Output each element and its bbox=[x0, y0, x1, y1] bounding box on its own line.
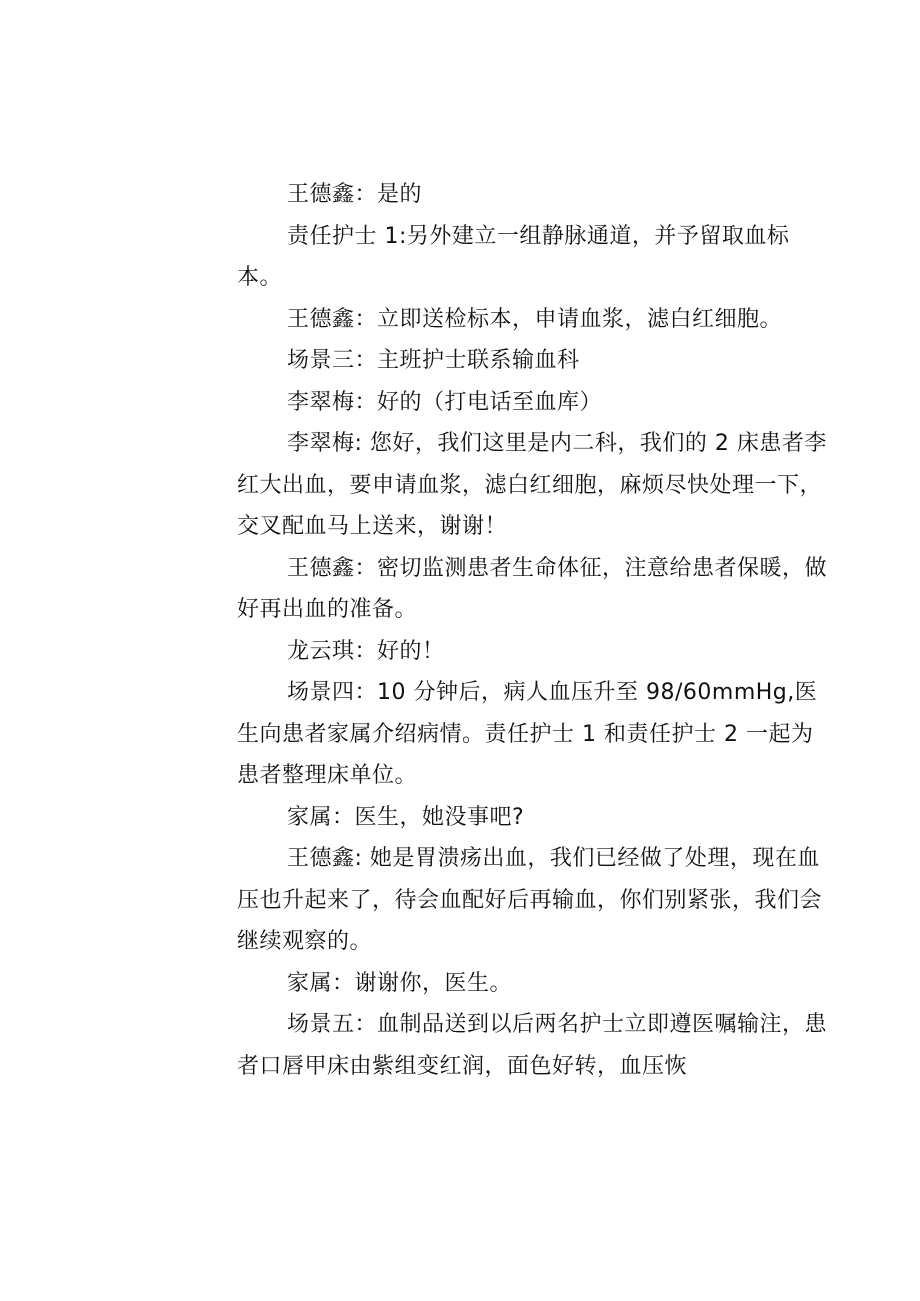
paragraph: 场景五：血制品送到以后两名护士立即遵医嘱输注，患者口唇甲床由紫组变红润，面色好转，血压恢 bbox=[237, 1012, 828, 1079]
paragraph: 场景三：主班护士联系输血科 bbox=[287, 348, 580, 373]
paragraph: 家属：谢谢你，医生。 bbox=[287, 970, 513, 996]
paragraph: 责任护士 1:另外建立一组静脉通道，并予留取血标本。 bbox=[237, 223, 790, 290]
paragraph: 王德鑫：是的 bbox=[287, 182, 423, 207]
paragraph: 王德鑫：立即送检标本，申请血浆，滤白红细胞。 bbox=[287, 306, 783, 332]
paragraph: 场景四：10 分钟后，病人血压升至 98/60mmHg,医生向患者家属介绍病情。责任护士 1 和责任护士 2 一起为患者整理床单位。 bbox=[237, 680, 818, 788]
document-body bbox=[237, 174, 827, 1087]
paragraph: 李翠梅: 您好，我们这里是内二科，我们的 2 床患者李红大出血，要申请血浆，滤白红细胞，麻烦尽快处理一下，交叉配血马上送来，谢谢！ bbox=[237, 431, 827, 539]
paragraph: 王德鑫: 她是胃溃疡出血，我们已经做了处理，现在血压也升起来了，待会血配好后再输血，你们别紧张，我们会继续观察的。 bbox=[237, 846, 823, 954]
paragraph: 龙云琪：好的！ bbox=[287, 638, 445, 664]
paragraph: 王德鑫：密切监测患者生命体征，注意给患者保暖，做好再出血的准备。 bbox=[237, 555, 828, 622]
paragraph: 李翠梅：好的（打电话至血库） bbox=[287, 389, 603, 415]
paragraph: 家属：医生，她没事吧? bbox=[287, 804, 525, 830]
